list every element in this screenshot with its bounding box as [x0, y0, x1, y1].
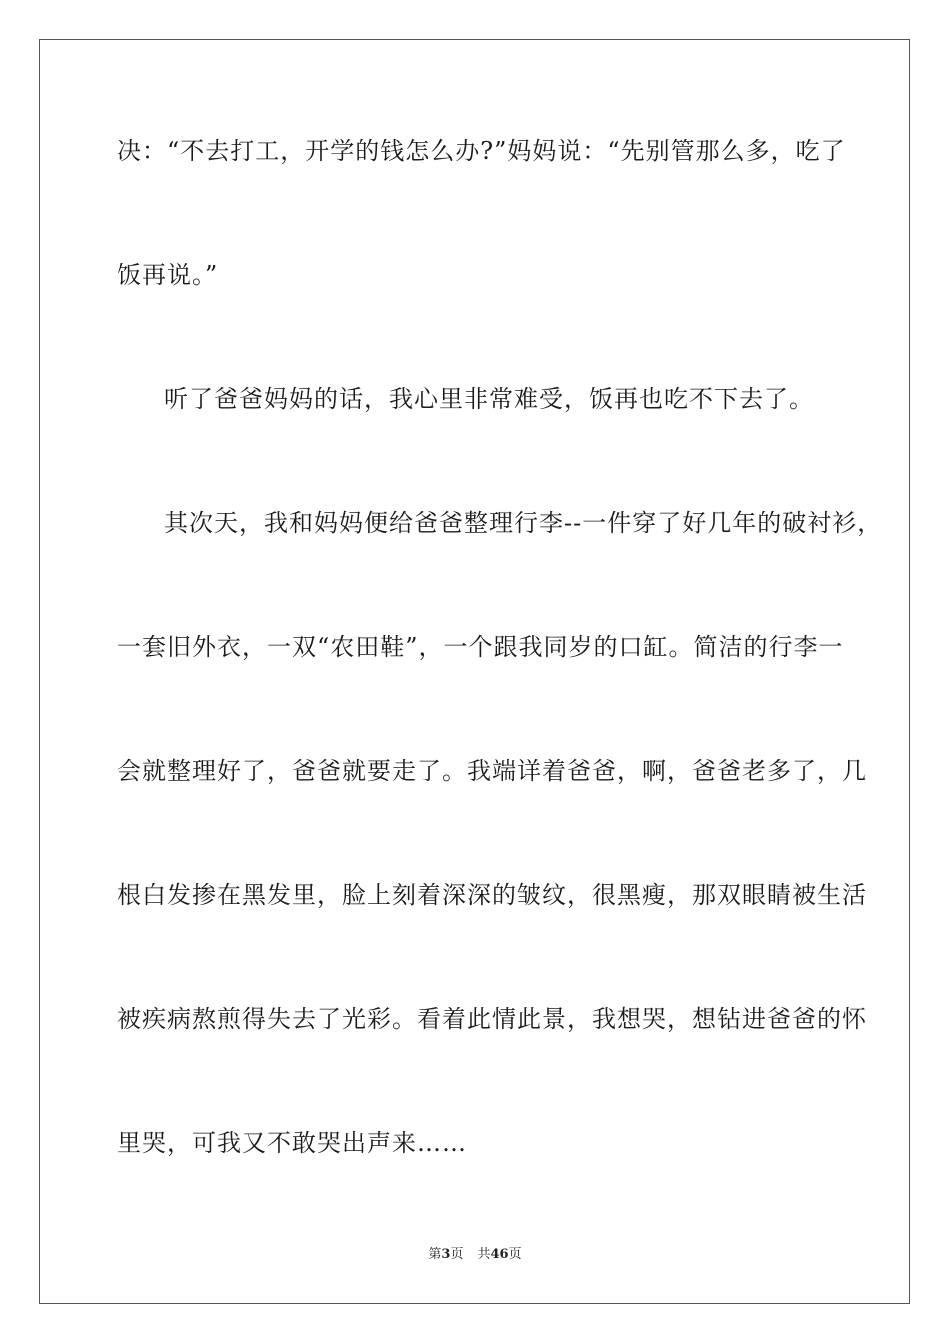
text-line-9: 里哭，可我又不敢哭出声来…… — [117, 1129, 467, 1157]
text-line-8: 被疾病熬煎得失去了光彩。看着此情此景，我想哭，想钻进爸爸的怀 — [117, 1005, 867, 1033]
text-line-3: 听了爸爸妈妈的话，我心里非常难受，饭再也吃不下去了。 — [164, 385, 814, 413]
page-number: 3 — [441, 1247, 451, 1262]
total-suffix: 页 — [508, 1247, 522, 1262]
text-line-6: 会就整理好了，爸爸就要走了。我端详着爸爸，啊，爸爸老多了，几 — [117, 757, 867, 785]
page-frame — [39, 39, 910, 1304]
text-line-2: 饭再说。” — [117, 261, 219, 289]
total-pages: 46 — [490, 1247, 509, 1262]
page-prefix: 第 — [428, 1247, 442, 1262]
total-prefix: 共 — [477, 1247, 491, 1262]
text-line-7: 根白发掺在黑发里，脸上刻着深深的皱纹，很黑瘦，那双眼睛被生活 — [117, 881, 867, 909]
text-line-4: 其次天，我和妈妈便给爸爸整理行李--一件穿了好几年的破衬衫， — [164, 509, 883, 537]
text-line-1: 决：“不去打工，开学的钱怎么办?”妈妈说：“先别管那么多，吃了 — [117, 137, 846, 165]
page-suffix: 页 — [450, 1247, 464, 1262]
text-line-5: 一套旧外衣，一双“农田鞋”，一个跟我同岁的口缸。简洁的行李一 — [117, 633, 844, 661]
page-footer — [0, 1247, 950, 1263]
